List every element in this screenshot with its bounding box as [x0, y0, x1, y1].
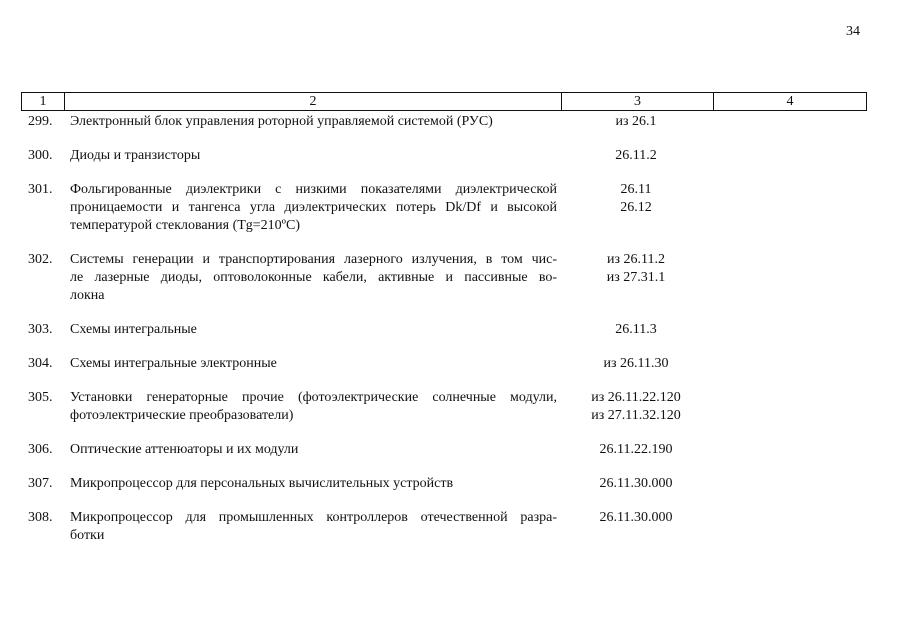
row-description — [70, 475, 557, 493]
table-row — [21, 181, 866, 235]
description-line: Микропроцессор для персональных вычислительных устройств — [70, 476, 454, 491]
description-line: ботки — [70, 528, 105, 543]
description-line: локна — [70, 288, 105, 303]
description-line: Схемы интегральные — [70, 322, 197, 337]
description-line: ле лазерные диоды, оптоволоконные кабели, активные и пассивные во- — [70, 270, 557, 285]
description-line: Электронный блок управления роторной управляемой системой (РУС) — [70, 114, 493, 129]
row-description — [70, 509, 557, 545]
row-number: 304. — [28, 356, 53, 371]
description-line: Установки генераторные прочие (фотоэлектрические солнечные модули, — [70, 390, 557, 405]
table-row — [21, 251, 866, 305]
row-description — [70, 251, 557, 305]
code-line: из 27.31.1 — [606, 270, 666, 285]
code-line: 26.11.30.000 — [599, 476, 673, 491]
code-line: из 26.11.30 — [603, 356, 669, 371]
code-line: 26.12 — [620, 200, 652, 215]
row-number: 308. — [28, 510, 53, 525]
row-code — [561, 509, 711, 527]
description-line: Диоды и транзисторы — [70, 148, 201, 163]
description-line: Схемы интегральные электронные — [70, 356, 277, 371]
row-description — [70, 355, 557, 373]
row-number: 305. — [28, 390, 53, 405]
table-row — [21, 475, 866, 493]
column-header-1: 1 — [22, 93, 65, 111]
row-description — [70, 113, 557, 131]
row-number: 300. — [28, 148, 53, 163]
description-line: температурой стеклования (Tg=210ºC) — [70, 218, 301, 233]
description-line: проницаемости и тангенса угла диэлектрических потерь Dk/Df и высокой — [70, 200, 557, 215]
row-code — [561, 113, 711, 131]
table-row — [21, 441, 866, 459]
page-number: 34 — [846, 24, 860, 39]
row-number: 303. — [28, 322, 53, 337]
description-line: Микропроцессор для промышленных контроллеров отечественной разра- — [70, 510, 557, 525]
table-row — [21, 509, 866, 545]
row-number: 301. — [28, 182, 53, 197]
row-number: 307. — [28, 476, 53, 491]
row-code — [561, 251, 711, 287]
column-header-2: 2 — [65, 93, 562, 111]
row-description — [70, 181, 557, 235]
document-rows — [21, 113, 866, 545]
code-line: из 26.1 — [615, 114, 657, 129]
row-code — [561, 441, 711, 459]
row-code — [561, 389, 711, 425]
table-row — [21, 355, 866, 373]
table-row — [21, 113, 866, 131]
description-line: фотоэлектрические преобразователи) — [70, 408, 294, 423]
row-description — [70, 321, 557, 339]
row-code — [561, 147, 711, 165]
code-line: из 26.11.22.120 — [591, 390, 681, 405]
row-code — [561, 321, 711, 339]
code-line: 26.11.2 — [615, 148, 657, 163]
table-row — [21, 389, 866, 425]
column-header-3: 3 — [562, 93, 714, 111]
code-line: 26.11.30.000 — [599, 510, 673, 525]
description-line: Фольгированные диэлектрики с низкими показателями диэлектрической — [70, 182, 557, 197]
description-line: Системы генерации и транспортирования лазерного излучения, в том чис- — [70, 252, 557, 267]
row-code — [561, 355, 711, 373]
row-number: 299. — [28, 114, 53, 129]
column-header-row — [22, 93, 867, 111]
row-code — [561, 475, 711, 493]
row-code — [561, 181, 711, 217]
column-header-table — [21, 92, 867, 111]
row-number: 302. — [28, 252, 53, 267]
row-number: 306. — [28, 442, 53, 457]
code-line: из 27.11.32.120 — [591, 408, 681, 423]
row-description — [70, 147, 557, 165]
description-line: Оптические аттенюаторы и их модули — [70, 442, 299, 457]
row-description — [70, 389, 557, 425]
table-row — [21, 147, 866, 165]
code-line: 26.11.3 — [615, 322, 657, 337]
code-line: из 26.11.2 — [606, 252, 665, 267]
table-row — [21, 321, 866, 339]
code-line: 26.11.22.190 — [599, 442, 673, 457]
code-line: 26.11 — [620, 182, 652, 197]
column-header-4: 4 — [714, 93, 867, 111]
row-description — [70, 441, 557, 459]
